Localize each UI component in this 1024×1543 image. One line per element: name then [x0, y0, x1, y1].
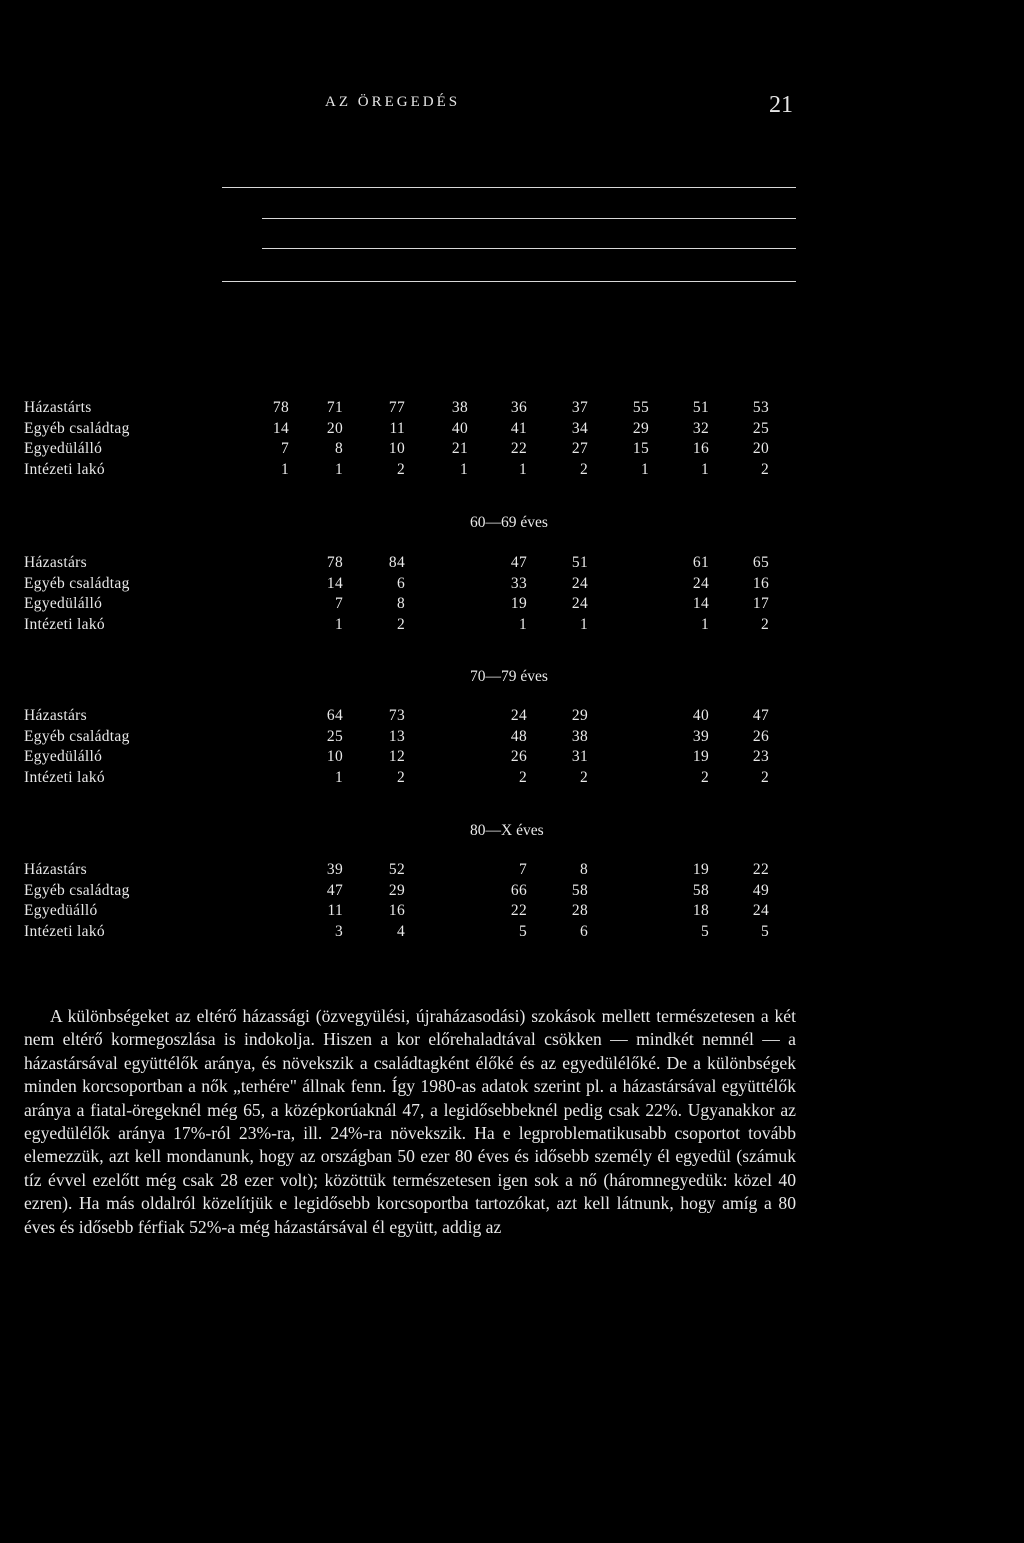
table-cell: 4	[396, 922, 405, 940]
row-label: Egyedülálló	[24, 440, 103, 457]
row-label: Házastárs	[24, 707, 87, 724]
table-cell: 78	[272, 399, 289, 416]
rule-line	[262, 218, 796, 219]
table-cell: 2	[396, 768, 405, 786]
row-label: Intézeti lakó	[24, 768, 105, 786]
table-cell: 37	[571, 399, 588, 416]
table-cell: 19	[510, 595, 527, 612]
table-cell: 20	[326, 419, 343, 437]
table-row	[0, 615, 1024, 635]
table-cell: 36	[510, 399, 527, 416]
table-cell: 5	[760, 922, 769, 940]
row-label: Házastárts	[24, 399, 92, 416]
table-cell: 2	[700, 768, 709, 786]
row-label: Egyéb családtag	[24, 574, 130, 592]
table-cell: 1	[459, 460, 468, 478]
table-cell: 1	[280, 460, 289, 478]
table-cell: 29	[571, 707, 588, 724]
table-cell: 1	[518, 615, 527, 633]
table-cell: 29	[632, 419, 649, 437]
table-cell: 1	[640, 460, 649, 478]
page-number: 21	[769, 92, 793, 118]
table-cell: 20	[752, 440, 769, 457]
table-cell: 15	[632, 440, 649, 457]
table-cell: 2	[579, 460, 588, 478]
table-cell: 78	[326, 554, 343, 571]
table-cell: 19	[692, 861, 709, 878]
table-cell: 58	[692, 881, 709, 899]
table-cell: 48	[510, 727, 527, 745]
table-cell: 8	[579, 861, 588, 878]
table-cell: 8	[396, 595, 405, 612]
table-cell: 1	[518, 460, 527, 478]
table-row	[0, 881, 1024, 901]
table-cell: 32	[692, 419, 709, 437]
age-group-label: 80—X éves	[470, 822, 544, 839]
table-cell: 16	[388, 902, 405, 919]
table-cell: 25	[326, 727, 343, 745]
table-cell: 22	[510, 902, 527, 919]
table-cell: 22	[752, 861, 769, 878]
table-cell: 26	[510, 748, 527, 765]
table-cell: 2	[760, 460, 769, 478]
table-row	[0, 594, 1024, 614]
table-cell: 7	[280, 440, 289, 457]
table-cell: 58	[571, 881, 588, 899]
table-cell: 1	[579, 615, 588, 633]
table-cell: 34	[571, 419, 588, 437]
rule-line	[262, 248, 796, 249]
table-cell: 24	[692, 574, 709, 592]
table-row	[0, 398, 1024, 418]
table-cell: 39	[326, 861, 343, 878]
table-cell: 1	[334, 768, 343, 786]
table-cell: 11	[389, 419, 405, 437]
rule-line	[222, 187, 796, 188]
table-cell: 1	[700, 460, 709, 478]
table-cell: 47	[326, 881, 343, 899]
table-row	[0, 706, 1024, 726]
row-label: Egyedülálló	[24, 748, 103, 765]
table-cell: 55	[632, 399, 649, 416]
table-cell: 6	[579, 922, 588, 940]
table-row	[0, 922, 1024, 942]
table-cell: 49	[752, 881, 769, 899]
table-cell: 21	[451, 440, 468, 457]
table-cell: 18	[692, 902, 709, 919]
table-cell: 13	[388, 727, 405, 745]
table-cell: 40	[692, 707, 709, 724]
table-cell: 39	[692, 727, 709, 745]
row-label: Házastárs	[24, 554, 87, 571]
table-cell: 51	[692, 399, 709, 416]
table-cell: 19	[692, 748, 709, 765]
table-cell: 1	[700, 615, 709, 633]
table-cell: 23	[752, 748, 769, 765]
row-label: Egyedülálló	[24, 595, 103, 612]
table-cell: 2	[396, 615, 405, 633]
table-row	[0, 553, 1024, 573]
row-label: Egyedüálló	[24, 902, 98, 919]
table-cell: 28	[571, 902, 588, 919]
table-cell: 7	[334, 595, 343, 612]
table-cell: 12	[388, 748, 405, 765]
table-cell: 16	[752, 574, 769, 592]
row-label: Intézeti lakó	[24, 922, 105, 940]
running-title: AZ ÖREGEDÉS	[325, 94, 461, 110]
rule-line	[222, 281, 796, 282]
table-cell: 24	[571, 595, 588, 612]
table-cell: 47	[510, 554, 527, 571]
row-label: Intézeti lakó	[24, 615, 105, 633]
table-cell: 14	[326, 574, 343, 592]
table-cell: 10	[388, 440, 405, 457]
body-text: A különbségeket az eltérő házassági (özvegyülési, újraházasodási) szokások mellett természetesen a két nem eltérő kormegoszlása is indokolja. Hiszen a kor előrehaladtával csökken — mindkét nemnél — a házastársával együttélők aránya, és növekszik a családtagként élőké és az egyedülélőké. De a különbségek minden korcsoportban a nők „terhére" állnak fenn. Így 1980-as adatok szerint pl. a házastársával együttélők aránya a fiatal-öregeknél még 65, a középkorúaknál 47, a legidősebbeknél pedig csak 22%. Ugyanakkor az egyedülélők aránya 17%-ról 23%-ra, ill. 24%-ra növekszik. Ha e legproblematikusabb csoportot tovább elemezzük, azt kell mondanunk, hogy az országban 50 ezer 80 éves és idősebb személy él egyedül (számuk tíz évvel ezelőtt még csak 28 ezer volt); közöttük természetesen igen sok a nő (háromnegyedük: közel 40 ezren). Ha más oldalról közelítjük e legidősebb korcsoportba tartozókat, azt kell látnunk, hogy amíg a 80 éves és idősebb férfiak 52%-a még házastársával él együtt, addig az	[24, 1006, 796, 1237]
table-cell: 77	[388, 399, 405, 416]
table-cell: 3	[334, 922, 343, 940]
table-cell: 33	[510, 574, 527, 592]
table-row	[0, 727, 1024, 747]
table-row	[0, 901, 1024, 921]
row-label: Egyéb családtag	[24, 727, 130, 745]
table-cell: 27	[571, 440, 588, 457]
table-cell: 84	[388, 554, 405, 571]
table-cell: 71	[326, 399, 343, 416]
table-cell: 38	[571, 727, 588, 745]
table-cell: 29	[388, 881, 405, 899]
table-cell: 24	[752, 902, 769, 919]
table-row	[0, 574, 1024, 594]
table-cell: 2	[518, 768, 527, 786]
table-cell: 51	[571, 554, 588, 571]
table-cell: 52	[388, 861, 405, 878]
table-cell: 38	[451, 399, 468, 416]
table-cell: 14	[272, 419, 289, 437]
age-group-label: 60—69 éves	[470, 514, 548, 531]
table-cell: 64	[326, 707, 343, 724]
table-cell: 2	[396, 460, 405, 478]
row-label: Intézeti lakó	[24, 460, 105, 478]
table-cell: 5	[518, 922, 527, 940]
row-label: Egyéb családtag	[24, 419, 130, 437]
table-row	[0, 419, 1024, 439]
table-cell: 26	[752, 727, 769, 745]
table-cell: 22	[510, 440, 527, 457]
age-group-label: 70—79 éves	[470, 668, 548, 685]
table-cell: 53	[752, 399, 769, 416]
table-cell: 65	[752, 554, 769, 571]
table-cell: 6	[396, 574, 405, 592]
table-cell: 1	[334, 615, 343, 633]
table-cell: 40	[451, 419, 468, 437]
table-cell: 11	[327, 902, 343, 919]
table-cell: 31	[571, 748, 588, 765]
table-cell: 2	[579, 768, 588, 786]
table-cell: 17	[752, 595, 769, 612]
table-cell: 2	[760, 615, 769, 633]
table-cell: 14	[692, 595, 709, 612]
table-row	[0, 768, 1024, 788]
table-cell: 24	[571, 574, 588, 592]
row-label: Egyéb családtag	[24, 881, 130, 899]
table-cell: 47	[752, 707, 769, 724]
table-cell: 2	[760, 768, 769, 786]
table-row	[0, 439, 1024, 459]
table-cell: 24	[510, 707, 527, 724]
table-cell: 61	[692, 554, 709, 571]
table-cell: 10	[326, 748, 343, 765]
table-cell: 7	[518, 861, 527, 878]
table-cell: 5	[700, 922, 709, 940]
table-row	[0, 460, 1024, 480]
body-paragraph	[24, 1005, 796, 1239]
table-cell: 16	[692, 440, 709, 457]
table-cell: 41	[510, 419, 527, 437]
table-row	[0, 747, 1024, 767]
row-label: Házastárs	[24, 861, 87, 878]
table-row	[0, 860, 1024, 880]
table-cell: 25	[752, 419, 769, 437]
table-cell: 66	[510, 881, 527, 899]
table-cell: 1	[334, 460, 343, 478]
table-cell: 73	[388, 707, 405, 724]
table-cell: 8	[334, 440, 343, 457]
